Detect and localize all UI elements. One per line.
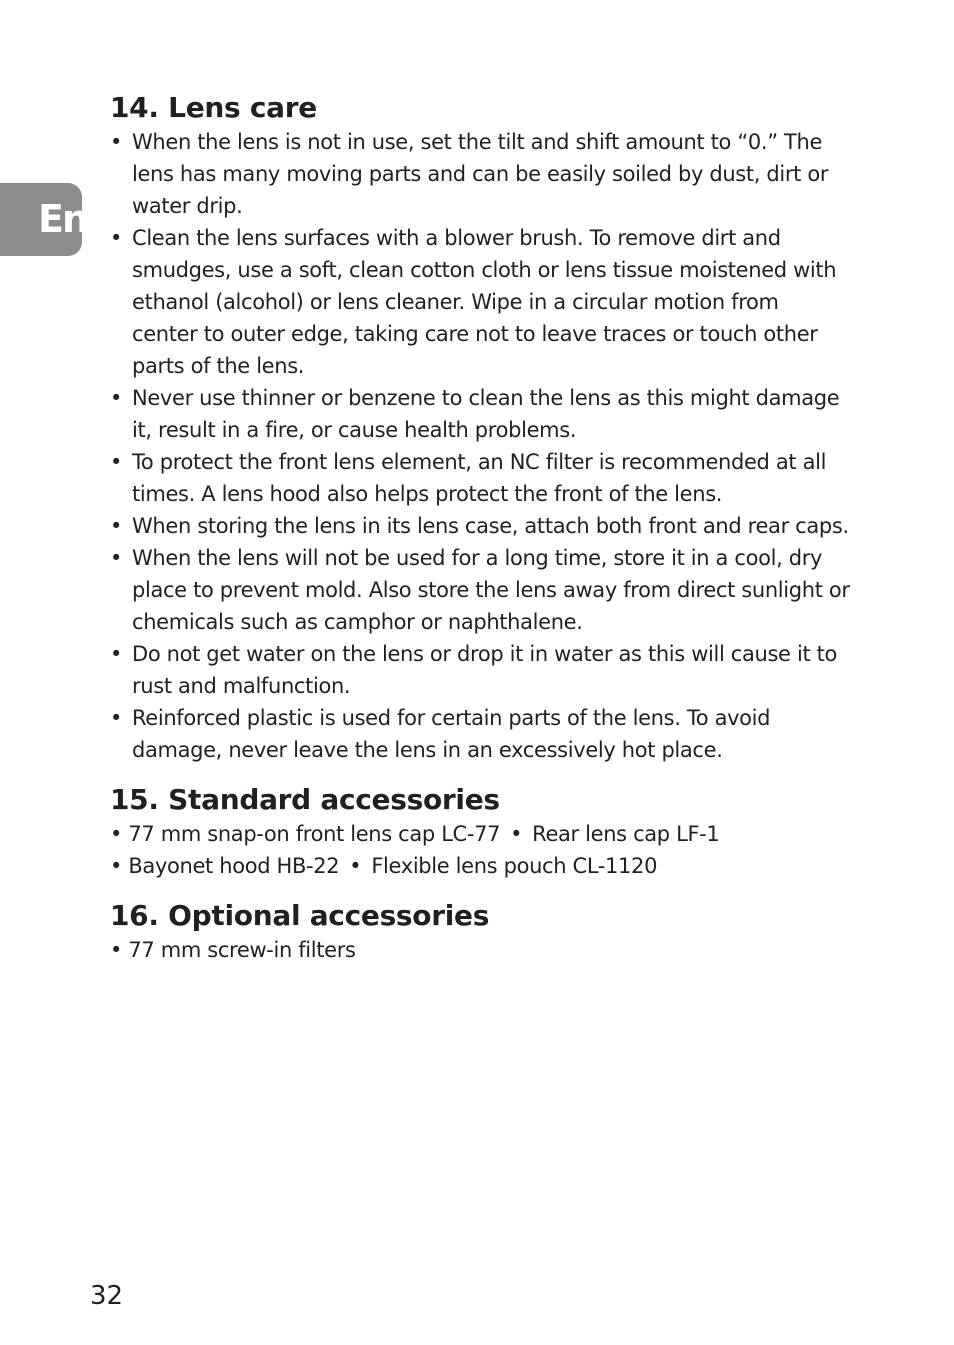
section-title: 16. Optional accessories <box>110 899 490 932</box>
bullet-glyph: • <box>110 938 129 962</box>
accessory-line <box>110 934 850 966</box>
section-title: 15. Standard accessories <box>110 783 500 816</box>
list-item: • To protect the front lens element, an NC filter is recommended at all times. A lens hood also helps protect the front of the lens. <box>110 446 850 510</box>
bullet-separator: • <box>349 854 362 878</box>
list-item: • Reinforced plastic is used for certain parts of the lens. To avoid damage, never leave the lens in an excessively hot place. <box>110 702 850 766</box>
accessory-line <box>110 850 850 882</box>
section-optional-accessories <box>110 898 850 966</box>
list-item: • When storing the lens in its lens case, attach both front and rear caps. <box>110 510 850 542</box>
accessory-item: 77 mm screw-in filters <box>128 938 356 962</box>
accessory-line <box>110 818 850 850</box>
page-number: 32 <box>90 1281 124 1311</box>
accessory-item: Flexible lens pouch CL-1120 <box>371 854 658 878</box>
bullet-list <box>110 126 850 766</box>
list-item: • Clean the lens surfaces with a blower brush. To remove dirt and smudges, use a soft, clean cotton cloth or lens tissue moistened with ethanol (alcohol) or lens cleaner. Wipe in a circular motion from center to outer edge, taking care not to leave traces or touch other parts of the lens. <box>110 222 850 382</box>
list-item: • Do not get water on the lens or drop it in water as this will cause it to rust and malfunction. <box>110 638 850 702</box>
accessory-item: 77 mm snap-on front lens cap LC-77 <box>128 822 501 846</box>
list-item: • When the lens will not be used for a long time, store it in a cool, dry place to prevent mold. Also store the lens away from direct sunlight or chemicals such as camphor or naphthalene. <box>110 542 850 638</box>
list-item: • Never use thinner or benzene to clean the lens as this might damage it, result in a fire, or cause health problems. <box>110 382 850 446</box>
section-lens-care <box>110 90 850 766</box>
section-standard-accessories <box>110 782 850 882</box>
list-item: • When the lens is not in use, set the tilt and shift amount to “0.” The lens has many moving parts and can be easily soiled by dust, dirt or water drip. <box>110 126 850 222</box>
accessory-item: Bayonet hood HB-22 <box>128 854 340 878</box>
bullet-separator: • <box>510 822 523 846</box>
bullet-glyph: • <box>110 822 129 846</box>
section-title: 14. Lens care <box>110 91 317 124</box>
bullet-glyph: • <box>110 854 129 878</box>
accessory-item: Rear lens cap LF-1 <box>532 822 720 846</box>
language-tab: En <box>0 183 82 256</box>
page-content <box>110 90 850 966</box>
